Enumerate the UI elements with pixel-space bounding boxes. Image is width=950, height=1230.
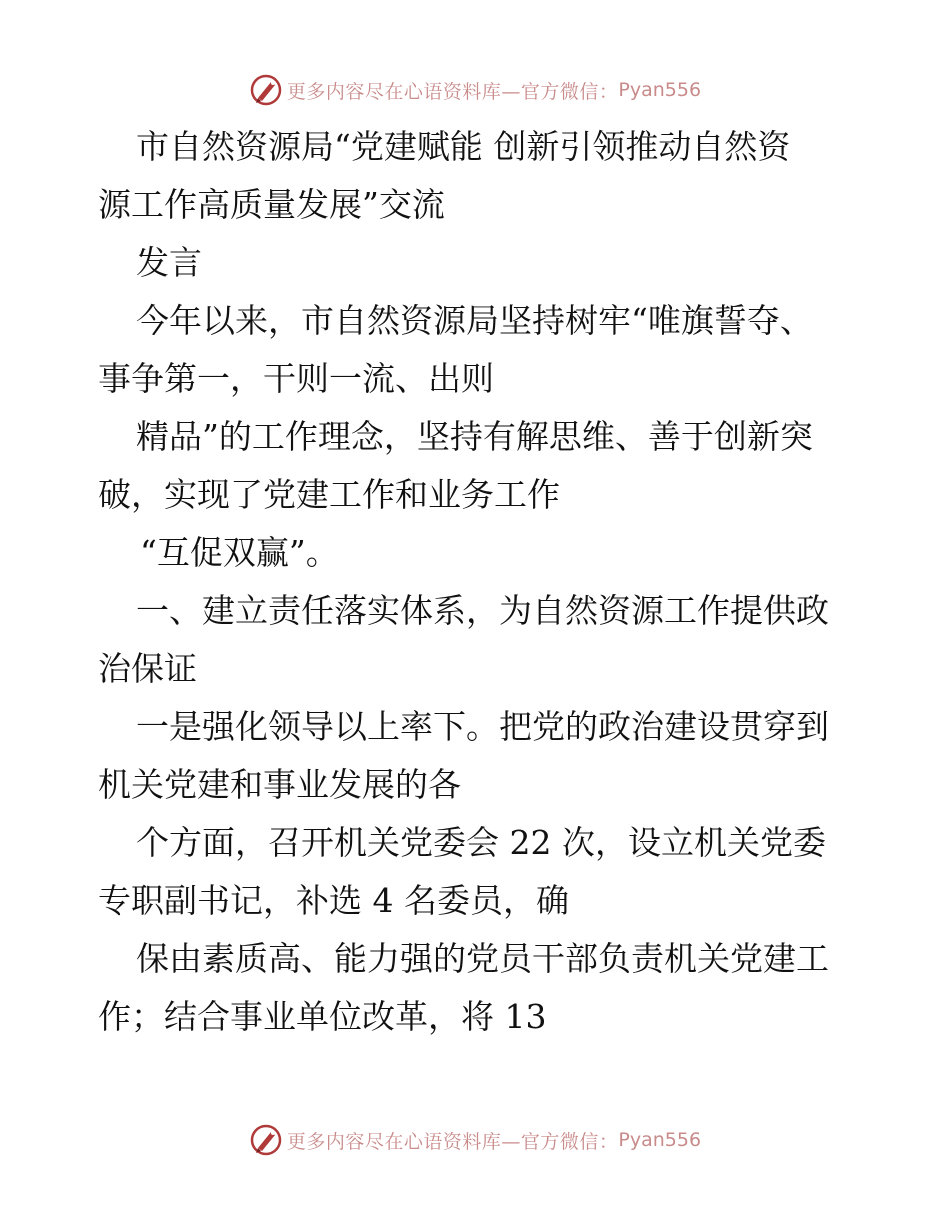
watermark-text: 更多内容尽在心语资料库—官方微信： — [286, 80, 619, 103]
watermark-handle: Pyan556 — [618, 1129, 702, 1151]
paragraph-line: 破，实现了党建工作和业务工作 — [98, 475, 560, 514]
paragraph-line: 今年以来，市自然资源局坚持树牢“唯旗誓夺、 — [136, 301, 813, 340]
document-body — [98, 118, 858, 1046]
paragraph-line: 机关党建和事业发展的各 — [98, 765, 461, 804]
section-heading-line: 治保证 — [98, 649, 197, 688]
title-line-3: 发言 — [136, 243, 202, 282]
section-heading-line: 一、建立责任落实体系，为自然资源工作提供政 — [136, 591, 829, 630]
paragraph-line: “互促双赢”。 — [140, 533, 339, 572]
watermark-text: 更多内容尽在心语资料库—官方微信： — [286, 1130, 619, 1153]
title-line-1: 市自然资源局“党建赋能 创新引领推动自然资 — [136, 127, 791, 166]
paragraph-line: 个方面，召开机关党委会 22 次，设立机关党委 — [136, 823, 826, 862]
paragraph-line: 精品”的工作理念，坚持有解思维、善于创新突 — [136, 417, 813, 456]
title-line-2: 源工作高质量发展”交流 — [98, 185, 445, 224]
pen-logo-icon — [249, 73, 283, 107]
pen-logo-icon — [249, 1123, 283, 1157]
paragraph-line: 保由素质高、能力强的党员干部负责机关党建工 — [136, 939, 829, 978]
paragraph-line: 一是强化领导以上率下。把党的政治建设贯穿到 — [136, 707, 829, 746]
paragraph-line: 专职副书记，补选 4 名委员，确 — [98, 881, 569, 920]
header-watermark — [0, 70, 950, 110]
paragraph-line: 事争第一，干则一流、出则 — [98, 359, 494, 398]
watermark-handle: Pyan556 — [618, 79, 702, 101]
footer-watermark — [0, 1120, 950, 1160]
paragraph-line: 作；结合事业单位改革，将 13 — [98, 997, 547, 1036]
